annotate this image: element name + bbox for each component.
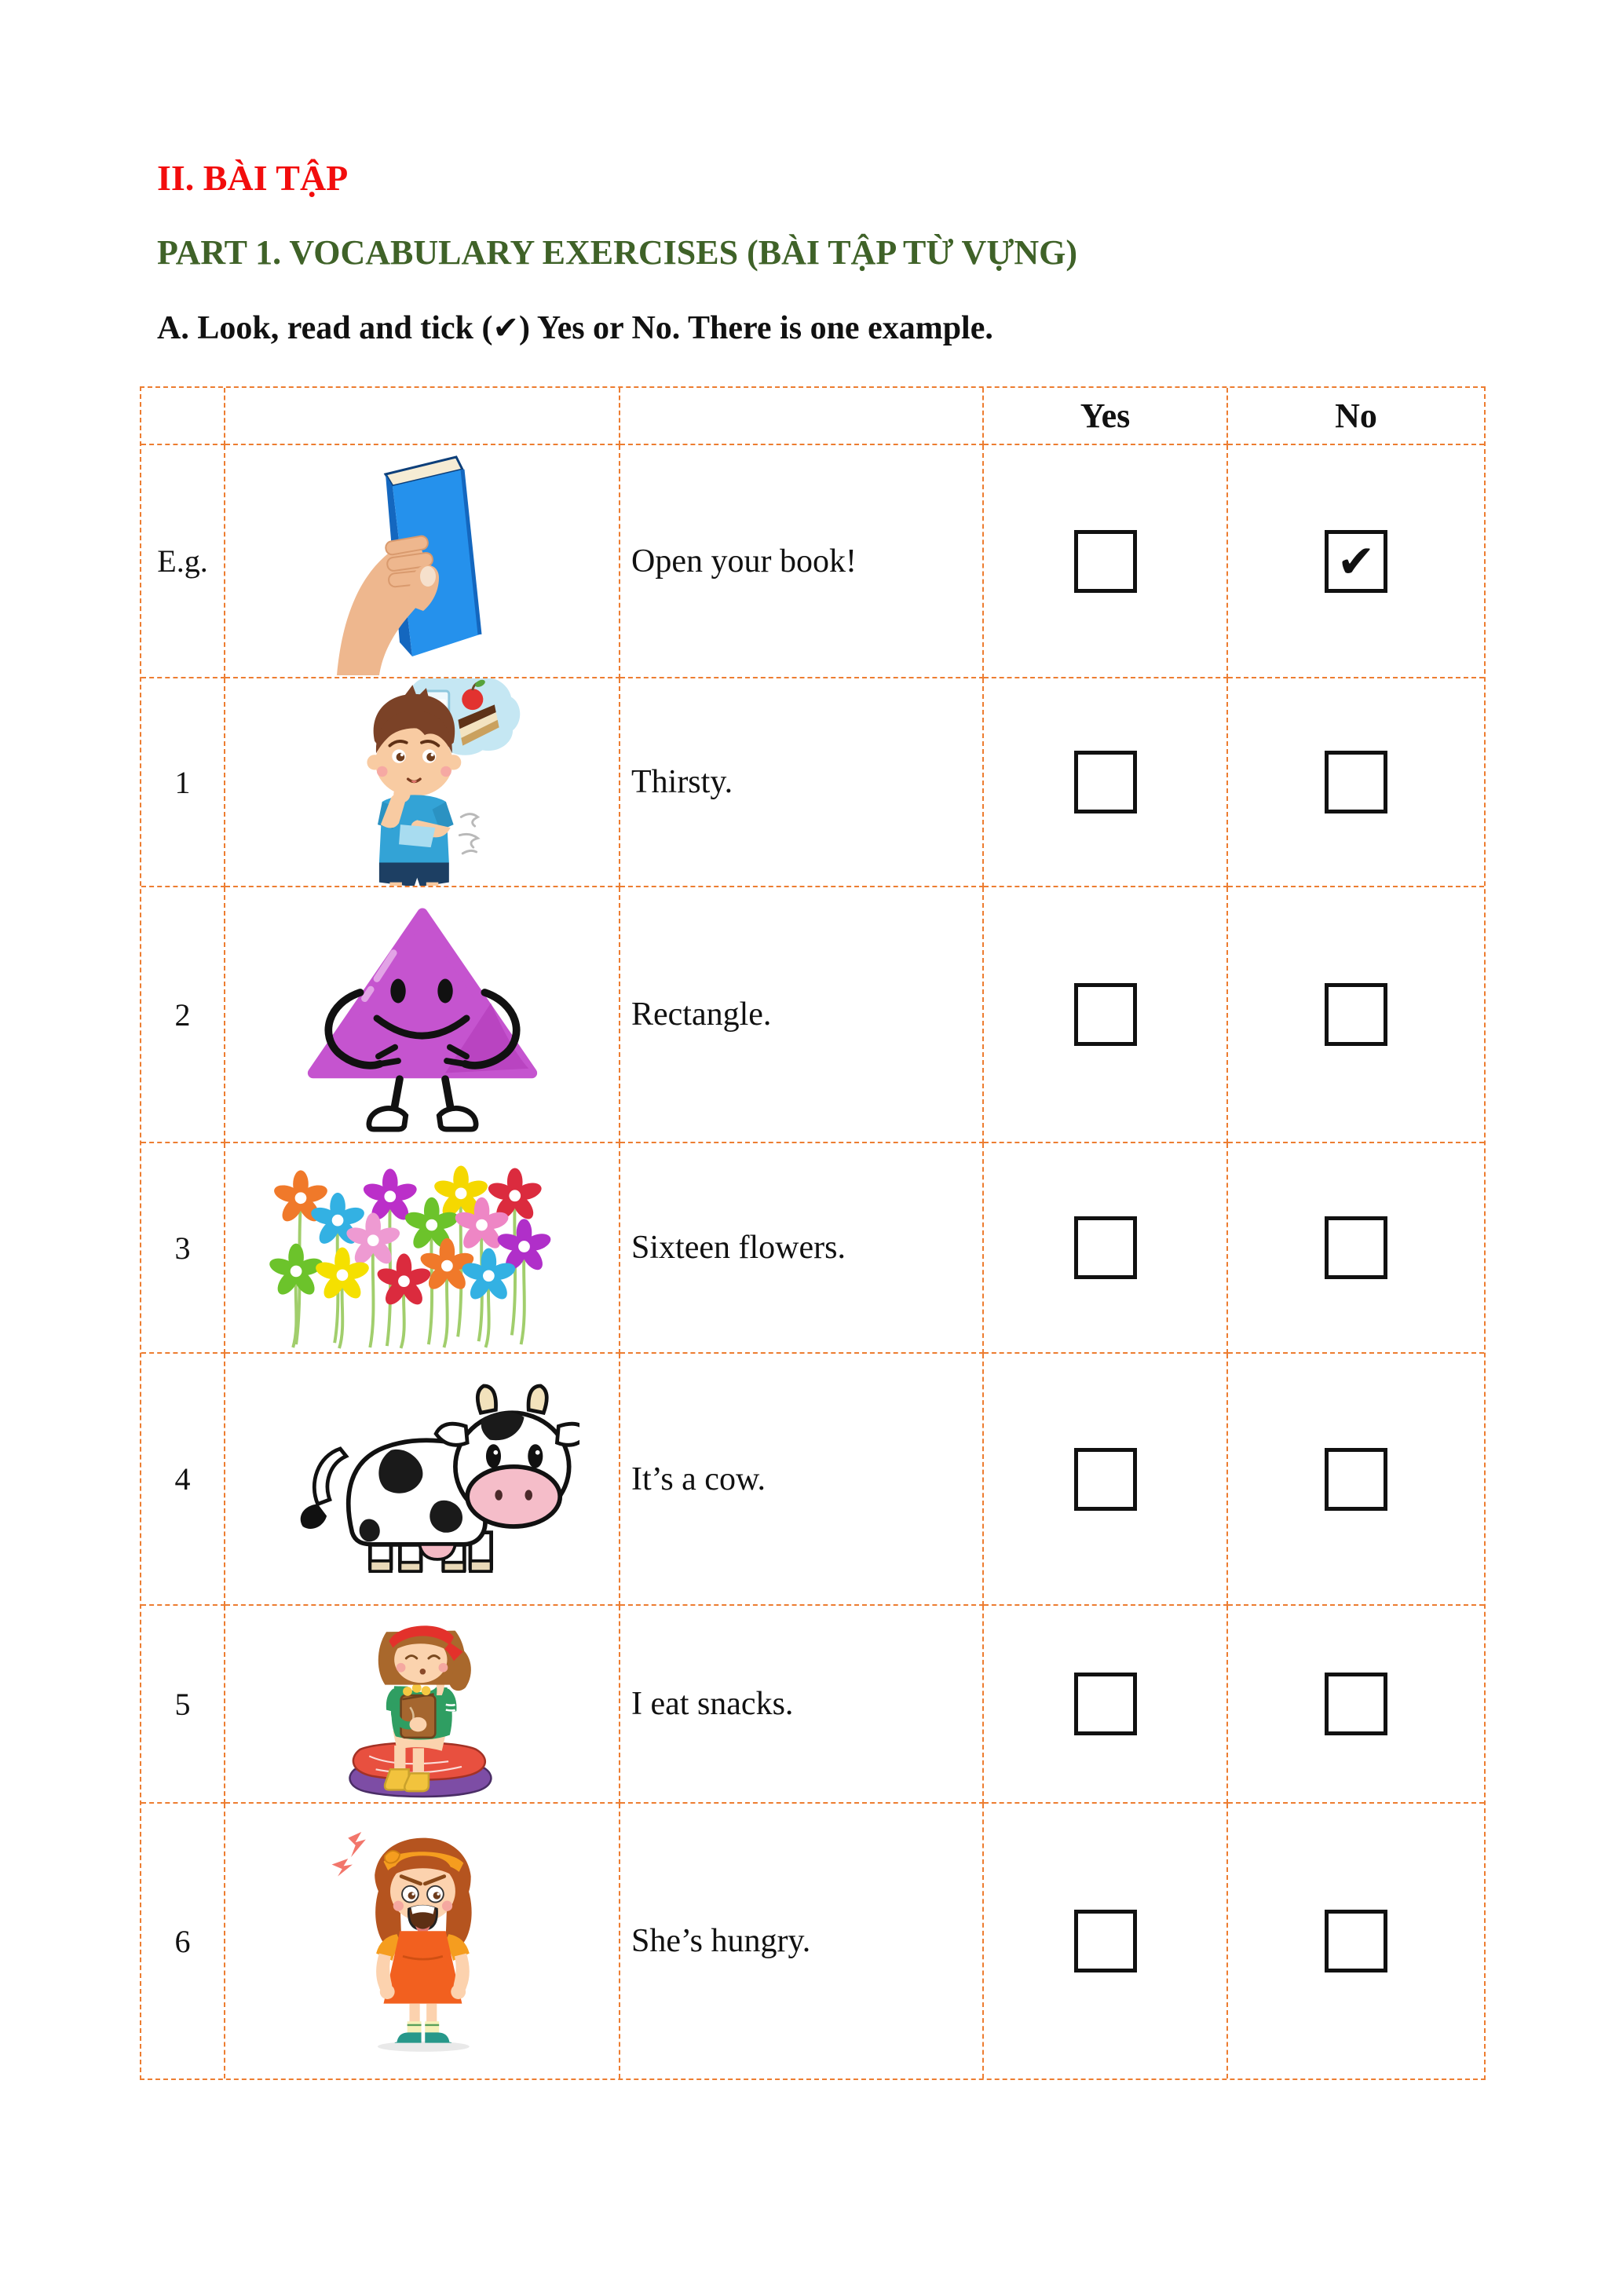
purple-triangle-character-illustration [258,897,587,1132]
girl-eating-snacks-illustration [326,1608,518,1800]
row-image-cell [225,445,620,678]
yes-cell [984,1606,1228,1804]
angry-shouting-girl-illustration [326,1830,518,2053]
row-label: E.g. [141,445,225,678]
row-label: 3 [141,1143,225,1354]
yes-cell [984,1804,1228,2078]
boy-thinking-of-drink-and-food-illustration [305,678,540,887]
yes-checkbox[interactable] [1074,1216,1137,1279]
worksheet-table [140,386,1486,2080]
instruction [157,309,993,347]
header-empty-image [225,388,620,445]
yes-checkbox[interactable] [1074,983,1137,1046]
row-image-cell [225,1606,620,1804]
no-checkbox[interactable] [1325,983,1387,1046]
no-cell [1228,445,1484,678]
colorful-flowers-illustration [250,1146,595,1350]
yes-cell [984,445,1228,678]
instruction-suffix: ) Yes or No. There is one example. [518,310,993,346]
yes-cell [984,1354,1228,1606]
part-title: PART 1. VOCABULARY EXERCISES (BÀI TẬP TỪ VỰNG) [157,233,1077,272]
yes-checkbox[interactable] [1074,1448,1137,1511]
row-label: 5 [141,1606,225,1804]
no-checkbox[interactable] [1325,1910,1387,1972]
no-checkbox[interactable] [1325,1216,1387,1279]
yes-cell [984,887,1228,1143]
row-text: Sixteen flowers. [620,1143,984,1354]
yes-cell [984,678,1228,887]
yes-checkbox[interactable] [1074,1910,1137,1972]
row-text: Rectangle. [620,887,984,1143]
yes-cell [984,1143,1228,1354]
section-title: II. BÀI TẬP [157,158,349,198]
instruction-prefix: A. Look, read and tick ( [157,310,493,346]
no-cell [1228,1606,1484,1804]
row-text: Thirsty. [620,678,984,887]
no-cell [1228,1804,1484,2078]
no-checkbox[interactable]: ✔ [1325,530,1387,593]
no-cell [1228,887,1484,1143]
no-checkbox[interactable] [1325,1448,1387,1511]
row-text: It’s a cow. [620,1354,984,1606]
hand-holding-blue-book-illustration [293,448,552,675]
header-empty-text [620,388,984,445]
row-image-cell [225,887,620,1143]
yes-checkbox[interactable] [1074,1673,1137,1735]
row-text: I eat snacks. [620,1606,984,1804]
row-label: 1 [141,678,225,887]
row-text: She’s hungry. [620,1804,984,2078]
header-yes: Yes [984,388,1228,445]
yes-checkbox[interactable] [1074,751,1137,813]
header-no: No [1228,388,1484,445]
header-empty-label [141,388,225,445]
row-label: 6 [141,1804,225,2078]
no-checkbox[interactable] [1325,751,1387,813]
row-image-cell [225,1354,620,1606]
row-image-cell [225,1143,620,1354]
no-cell [1228,1143,1484,1354]
row-text: Open your book! [620,445,984,678]
no-checkbox[interactable] [1325,1673,1387,1735]
yes-checkbox[interactable] [1074,530,1137,593]
row-label: 2 [141,887,225,1143]
row-image-cell [225,1804,620,2078]
tick-icon: ✔ [492,310,519,346]
cartoon-cow-illustration [265,1378,579,1581]
row-label: 4 [141,1354,225,1606]
no-cell [1228,678,1484,887]
row-image-cell [225,678,620,887]
no-cell [1228,1354,1484,1606]
